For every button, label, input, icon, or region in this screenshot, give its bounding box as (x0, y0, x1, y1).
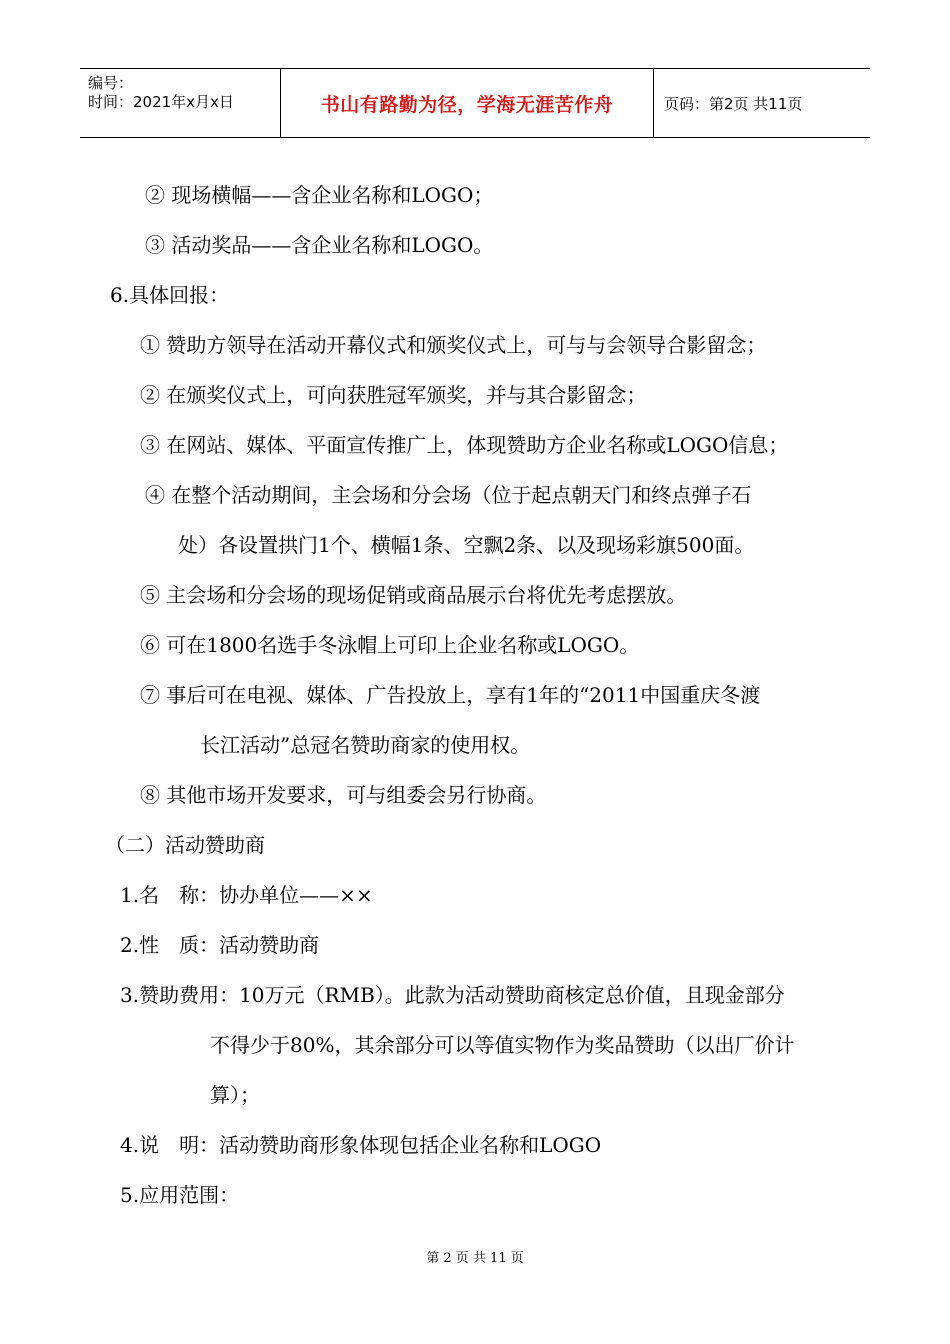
body-line: ① 赞助方领导在活动开幕仪式和颁奖仪式上，可与与会领导合影留念； (140, 333, 767, 357)
body-line: ② 现场横幅——含企业名称和LOGO； (145, 183, 494, 207)
section-heading: 6.具体回报： (110, 283, 230, 307)
body-line: 1.名 称：协办单位——×× (120, 883, 373, 907)
body-line: 5.应用范围： (120, 1183, 240, 1207)
header-page-label: 页码：第2页 共11页 (664, 94, 803, 113)
body-line: ② 在颁奖仪式上，可向获胜冠军颁奖，并与其合影留念； (140, 383, 647, 407)
header-page-cell (654, 69, 870, 137)
body-line-continued: 算）； (210, 1083, 260, 1107)
section-heading: （二）活动赞助商 (105, 833, 265, 857)
header-motto: 书山有路勤为径，学海无涯苦作舟 (320, 93, 614, 116)
body-line: 4.说 明：活动赞助商形象体现包括企业名称和LOGO (120, 1133, 602, 1157)
header-motto-cell (281, 69, 654, 137)
body-line-continued: 长江活动”总冠名赞助商家的使用权。 (200, 733, 531, 757)
header-meta-cell (80, 69, 281, 137)
body-line: ⑥ 可在1800名选手冬泳帽上可印上企业名称或LOGO。 (140, 633, 640, 657)
page-footer (0, 1247, 950, 1266)
body-line-continued: 不得少于80%，其余部分可以等值实物作为奖品赞助（以出厂价计 (210, 1033, 795, 1057)
body-line: ⑧ 其他市场开发要求，可与组委会另行协商。 (140, 783, 547, 807)
body-line: ③ 活动奖品——含企业名称和LOGO。 (145, 233, 494, 257)
body-line: ④ 在整个活动期间，主会场和分会场（位于起点朝天门和终点弹子石 (145, 483, 752, 507)
document-header (80, 68, 870, 138)
body-line: ③ 在网站、媒体、平面宣传推广上，体现赞助方企业名称或LOGO信息； (140, 433, 789, 457)
body-line: ⑤ 主会场和分会场的现场促销或商品展示台将优先考虑摆放。 (140, 583, 687, 607)
body-line-continued: 处）各设置拱门1个、横幅1条、空飘2条、以及现场彩旗500面。 (178, 533, 755, 557)
document-date-label: 时间：2021年x月x日 (88, 93, 234, 111)
footer-page-number: 第 2 页 共 11 页 (426, 1251, 524, 1266)
body-line: 2.性 质：活动赞助商 (120, 933, 320, 957)
body-line: 3.赞助费用：10万元（RMB）。此款为活动赞助商核定总价值，且现金部分 (120, 983, 785, 1007)
document-number-label: 编号： (88, 74, 134, 92)
body-line: ⑦ 事后可在电视、媒体、广告投放上，享有1年的“2011中国重庆冬渡 (140, 683, 761, 707)
